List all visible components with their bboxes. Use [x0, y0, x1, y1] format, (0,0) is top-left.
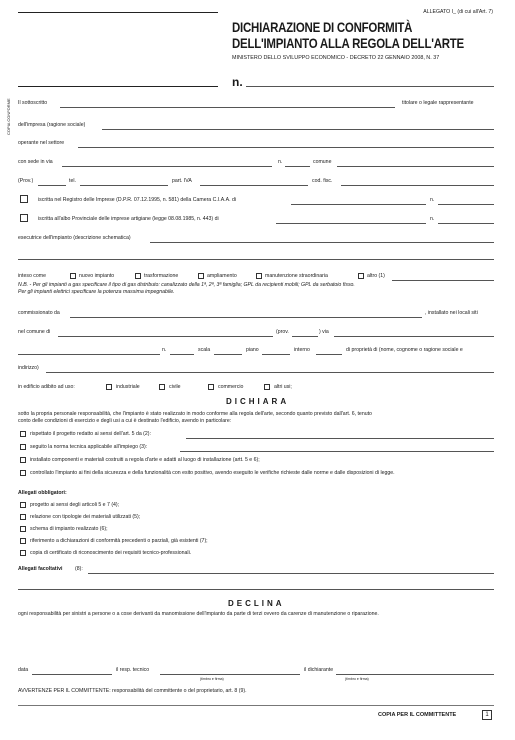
location-comune-label: nel comune di: [18, 329, 51, 335]
option-nuovo-checkbox[interactable]: [70, 273, 76, 279]
dichiara-item-3-checkbox[interactable]: [20, 457, 26, 463]
location-prov-field[interactable]: [292, 336, 318, 337]
edificio-label: in edificio adibito ad uso:: [18, 384, 75, 390]
form-title-line2: DELL'IMPIANTO ALLA REGOLA DELL'ARTE: [232, 35, 464, 51]
side-copy-label: COPIA CONFORME: [6, 98, 11, 135]
albo-n-field[interactable]: [438, 223, 494, 224]
page-number: 1: [482, 710, 492, 720]
comune-field[interactable]: [337, 166, 494, 167]
proprieta-label: di proprietà di (nome, cognome o ragione sociale e: [346, 347, 463, 353]
albo-field[interactable]: [276, 223, 426, 224]
allegato-label: ALLEGATO I_ (di cui all'Art. 7): [423, 9, 493, 15]
prov-field[interactable]: [38, 185, 66, 186]
facoltativi-field[interactable]: [88, 573, 494, 574]
option-ampliamento-checkbox[interactable]: [198, 273, 204, 279]
albo-label: iscritta all'albo Provinciale delle imprese artigiane (legge 08.08.1985, n. 443) di: [38, 216, 219, 222]
use-civile-checkbox[interactable]: [159, 384, 165, 390]
option-manutenzione-checkbox[interactable]: [256, 273, 262, 279]
titolare-label: titolare o legale rappresentante: [402, 100, 474, 106]
dichiara-item-4: controllato l'impianto ai fini della sicurezza e della funzionalità con esito positivo, avendo eseguito le verifiche richieste dalle norme e dalle disposizioni di legge.: [30, 470, 395, 476]
sottoscritto-label: Il sottoscritto: [18, 100, 48, 106]
form-title-line1: DICHIARAZIONE DI CONFORMITÀ: [232, 19, 413, 35]
piva-field[interactable]: [200, 185, 308, 186]
tel-field[interactable]: [80, 185, 168, 186]
impresa-label: dell'impresa (ragione sociale): [18, 122, 86, 128]
sede-label: con sede in via: [18, 159, 53, 165]
scala-label: scala: [198, 347, 211, 353]
location-comune-field[interactable]: [58, 336, 273, 337]
location-via-label: ) via: [319, 329, 329, 335]
avvertenze-text: AVVERTENZE PER IL COMMITTENTE: responsabilità del committente o del proprietario, art. 8 (9).: [18, 688, 247, 694]
progetto-field[interactable]: [186, 438, 494, 439]
registro-label: iscritta nel Registro delle Imprese (D.P.R. 07.12.1995, n. 581) della Camera C.I.A.A. di: [38, 197, 236, 203]
allegato-4-label: riferimento a dichiarazioni di conformità precedenti o parziali, già esistenti (7);: [30, 538, 208, 544]
dichiara-intro-2: conto delle condizioni di esercizio e degli usi a cui è destinato l'edificio, avendo in particolare:: [18, 418, 232, 424]
number-field[interactable]: [246, 86, 494, 87]
allegato-2-label: relazione con tipologie dei materiali utilizzati (5);: [30, 514, 141, 520]
allegato-3-checkbox[interactable]: [20, 526, 26, 532]
registro-n-field[interactable]: [438, 204, 494, 205]
tel-label: tel.: [69, 178, 76, 184]
dichiara-item-2: seguito la norma tecnica applicabile all'impiego (3):: [30, 444, 148, 450]
dichiara-item-4-checkbox[interactable]: [20, 470, 26, 476]
declina-heading: DECLINA: [228, 599, 285, 608]
indirizzo-field[interactable]: [46, 372, 494, 373]
option-trasformazione-checkbox[interactable]: [135, 273, 141, 279]
esecutrice-label: esecutrice dell'impianto (descrizione schematica): [18, 235, 131, 241]
interno-field[interactable]: [316, 354, 342, 355]
number-left-rule: [18, 86, 218, 87]
albo-checkbox[interactable]: [20, 214, 28, 222]
location-n-field[interactable]: [170, 354, 194, 355]
allegato-1-label: progetto ai sensi degli articoli 5 e 7 (4);: [30, 502, 120, 508]
location-via-field[interactable]: [334, 336, 494, 337]
dichiara-item-3: installato componenti e materiali costruiti a regola d'arte e adatti al luogo di installazione (artt. 5 e 6);: [30, 457, 260, 463]
esecutrice-field-2[interactable]: [18, 259, 494, 260]
use-commercio-checkbox[interactable]: [208, 384, 214, 390]
use-industriale-label: industriale: [116, 384, 140, 390]
allegati-heading: Allegati obbligatori:: [18, 490, 67, 496]
timbro-label-2: (timbro e firma): [345, 677, 369, 681]
allegato-2-checkbox[interactable]: [20, 514, 26, 520]
dichiara-heading: DICHIARA: [226, 397, 290, 406]
allegato-5-label: copia di certificato di riconoscimento dei requisiti tecnico-professionali.: [30, 550, 192, 556]
location-prov-label: (prov.: [276, 329, 289, 335]
dichiarante-field[interactable]: [336, 674, 494, 675]
option-altro-label: altro (1): [367, 273, 385, 279]
settore-label: operante nel settore: [18, 140, 65, 146]
codfisc-field[interactable]: [341, 185, 494, 186]
declina-text: ogni responsabilità per sinistri a persone o a cose derivanti da manomissione dell'impianto da parte di terzi ovvero da carenze di manutenzione o riparazione.: [18, 611, 379, 617]
allegato-3-label: schema di impianto realizzato (6);: [30, 526, 108, 532]
facoltativi-field-2[interactable]: [18, 589, 494, 590]
use-commercio-label: commercio: [218, 384, 244, 390]
comune-label: comune: [313, 159, 332, 165]
facoltativi-ref: (8):: [75, 566, 83, 572]
location-n-label: n.: [162, 347, 167, 353]
sede-n-label: n.: [278, 159, 283, 165]
use-civile-label: civile: [169, 384, 181, 390]
installato-label: , installato nei locali siti: [425, 310, 478, 316]
indirizzo-label: indirizzo): [18, 365, 39, 371]
codfisc-label: cod. fisc.: [312, 178, 333, 184]
altro-field[interactable]: [392, 280, 494, 281]
data-label: data: [18, 667, 29, 673]
allegato-1-checkbox[interactable]: [20, 502, 26, 508]
allegato-5-checkbox[interactable]: [20, 550, 26, 556]
resp-field[interactable]: [160, 674, 300, 675]
piano-label: piano: [246, 347, 259, 353]
option-trasformazione-label: trasformazione: [144, 273, 179, 279]
top-left-rule: [18, 12, 218, 13]
piva-label: part. IVA: [172, 178, 192, 184]
inteso-label: inteso come: [18, 273, 46, 279]
commissionato-label: commissionato da: [18, 310, 60, 316]
albo-n-label: n.: [430, 216, 435, 222]
dichiara-item-2-checkbox[interactable]: [20, 444, 26, 450]
option-nuovo-label: nuovo impianto: [79, 273, 115, 279]
option-manutenzione-label: manutenzione straordinaria: [265, 273, 328, 279]
commissionato-field[interactable]: [70, 317, 422, 318]
sede-field[interactable]: [62, 166, 272, 167]
esecutrice-field[interactable]: [150, 242, 494, 243]
option-ampliamento-label: ampliamento: [207, 273, 237, 279]
bottom-rule: [18, 705, 494, 706]
scala-field[interactable]: [214, 354, 242, 355]
norma-field[interactable]: [180, 451, 494, 452]
electric-note: Per gli impianti elettrici specificare la potenza massima impegnabile.: [18, 289, 175, 295]
resp-label: il resp. tecnico: [116, 667, 150, 673]
piano-field[interactable]: [262, 354, 290, 355]
registro-checkbox[interactable]: [20, 195, 28, 203]
impresa-field[interactable]: [102, 129, 494, 130]
dichiarante-label: il dichiarante: [304, 667, 334, 673]
dichiara-item-1: rispettato il progetto redatto ai sensi dell'art. 5 da (2):: [30, 431, 151, 437]
option-altro-checkbox[interactable]: [358, 273, 364, 279]
number-label: n.: [232, 75, 243, 89]
facoltativi-label: Allegati facoltativi: [18, 566, 63, 572]
interno-label: interno: [294, 347, 310, 353]
gas-note: N.B. - Per gli impianti a gas specificare il tipo di gas distributo: canalizzato della 1ª, 2ª, 3ª famiglia; GPL da recipienti mobili; GPL da serbatoio fisso.: [18, 282, 355, 288]
dichiara-intro-1: sotto la propria personale responsabilità, che l'impianto è stato realizzato in modo conforme alla regola dell'arte, secondo quanto previsto dall'art. 6, tenuto: [18, 411, 372, 417]
registro-field[interactable]: [291, 204, 426, 205]
prov-label: (Prov.): [18, 178, 34, 184]
timbro-label-1: (timbro e firma): [200, 677, 224, 681]
sottoscritto-field[interactable]: [60, 107, 395, 108]
copia-label: COPIA PER IL COMMITTENTE: [378, 712, 457, 718]
address-field[interactable]: [18, 354, 160, 355]
use-industriale-checkbox[interactable]: [106, 384, 112, 390]
allegato-4-checkbox[interactable]: [20, 538, 26, 544]
dichiara-item-1-checkbox[interactable]: [20, 431, 26, 437]
sede-n-field[interactable]: [285, 166, 310, 167]
use-altri-checkbox[interactable]: [264, 384, 270, 390]
use-altri-label: altri usi;: [274, 384, 292, 390]
data-field[interactable]: [32, 674, 112, 675]
registro-n-label: n.: [430, 197, 435, 203]
form-subtitle: MINISTERO DELLO SVILUPPO ECONOMICO - DECRETO 22 GENNAIO 2008, N. 37: [232, 55, 440, 61]
settore-field[interactable]: [78, 147, 494, 148]
